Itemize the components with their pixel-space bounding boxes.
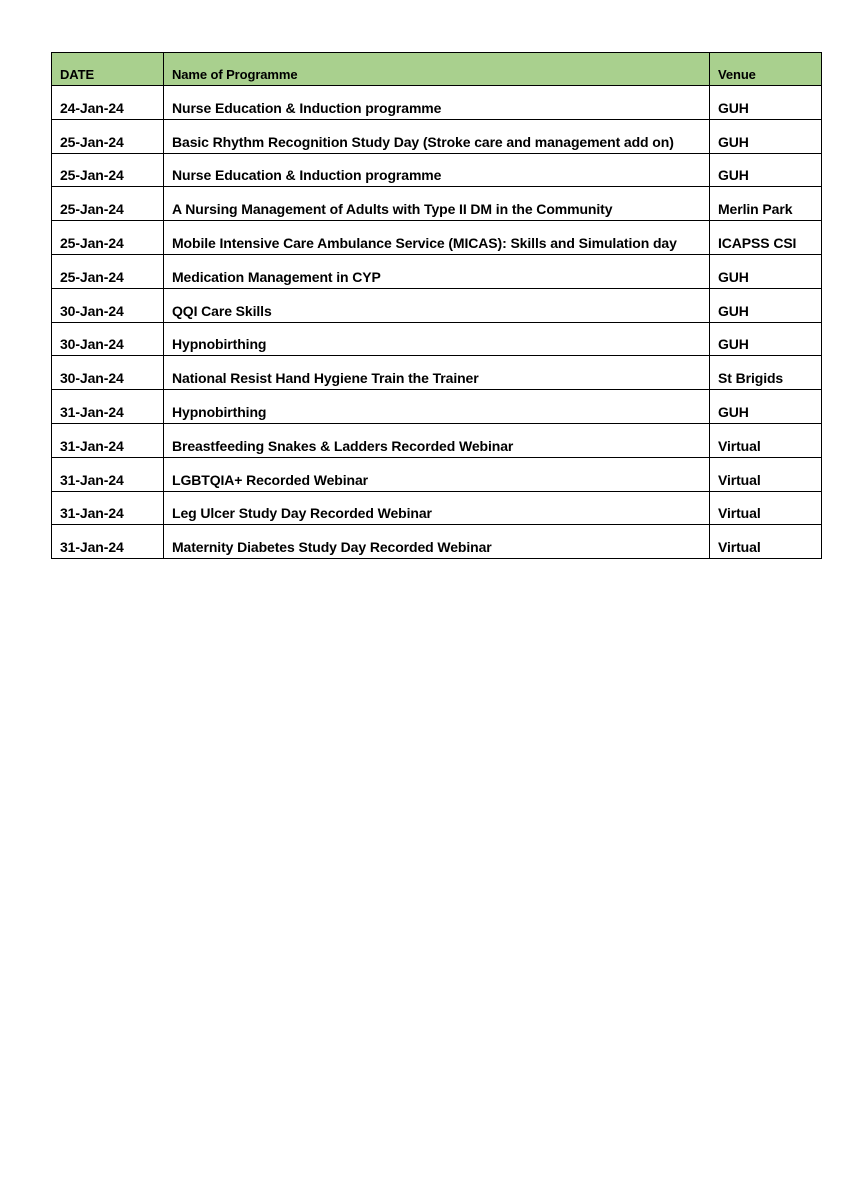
- table-row: [52, 525, 822, 559]
- cell-programme: Mobile Intensive Care Ambulance Service (MICAS): Skills and Simulation day: [164, 221, 710, 255]
- cell-programme: Nurse Education & Induction programme: [164, 86, 710, 120]
- cell-date: 25-Jan-24: [52, 153, 164, 187]
- cell-venue: Virtual: [710, 423, 822, 457]
- cell-programme: National Resist Hand Hygiene Train the Trainer: [164, 356, 710, 390]
- table-row: [52, 457, 822, 491]
- table-row: [52, 254, 822, 288]
- cell-date: 31-Jan-24: [52, 525, 164, 559]
- cell-venue: GUH: [710, 86, 822, 120]
- cell-programme: QQI Care Skills: [164, 288, 710, 322]
- cell-venue: GUH: [710, 390, 822, 424]
- table-row: [52, 423, 822, 457]
- cell-programme: Basic Rhythm Recognition Study Day (Stroke care and management add on): [164, 119, 710, 153]
- table-row: [52, 153, 822, 187]
- cell-date: 31-Jan-24: [52, 491, 164, 525]
- cell-date: 30-Jan-24: [52, 288, 164, 322]
- table-row: [52, 86, 822, 120]
- cell-venue: GUH: [710, 288, 822, 322]
- table-row: [52, 356, 822, 390]
- cell-date: 30-Jan-24: [52, 322, 164, 356]
- cell-date: 25-Jan-24: [52, 254, 164, 288]
- cell-venue: St Brigids: [710, 356, 822, 390]
- table-row: [52, 221, 822, 255]
- table-row: [52, 288, 822, 322]
- cell-date: 25-Jan-24: [52, 221, 164, 255]
- cell-venue: Merlin Park: [710, 187, 822, 221]
- cell-date: 31-Jan-24: [52, 390, 164, 424]
- cell-programme: Maternity Diabetes Study Day Recorded Webinar: [164, 525, 710, 559]
- cell-venue: Virtual: [710, 457, 822, 491]
- cell-venue: Virtual: [710, 525, 822, 559]
- column-header-programme: Name of Programme: [164, 53, 710, 86]
- cell-programme: Breastfeeding Snakes & Ladders Recorded Webinar: [164, 423, 710, 457]
- cell-venue: GUH: [710, 322, 822, 356]
- cell-venue: GUH: [710, 254, 822, 288]
- cell-venue: GUH: [710, 153, 822, 187]
- cell-programme: Hypnobirthing: [164, 390, 710, 424]
- table-header: [52, 53, 822, 86]
- cell-date: 25-Jan-24: [52, 119, 164, 153]
- cell-date: 25-Jan-24: [52, 187, 164, 221]
- table-row: [52, 491, 822, 525]
- cell-programme: Hypnobirthing: [164, 322, 710, 356]
- cell-programme: Leg Ulcer Study Day Recorded Webinar: [164, 491, 710, 525]
- table-row: [52, 322, 822, 356]
- table-body: [52, 86, 822, 559]
- cell-date: 30-Jan-24: [52, 356, 164, 390]
- table-row: [52, 187, 822, 221]
- cell-venue: GUH: [710, 119, 822, 153]
- cell-date: 31-Jan-24: [52, 457, 164, 491]
- cell-programme: Nurse Education & Induction programme: [164, 153, 710, 187]
- cell-date: 31-Jan-24: [52, 423, 164, 457]
- column-header-venue: Venue: [710, 53, 822, 86]
- table-row: [52, 119, 822, 153]
- cell-venue: ICAPSS CSI: [710, 221, 822, 255]
- cell-date: 24-Jan-24: [52, 86, 164, 120]
- cell-programme: Medication Management in CYP: [164, 254, 710, 288]
- programme-schedule-table: [51, 52, 822, 559]
- header-row: [52, 53, 822, 86]
- column-header-date: DATE: [52, 53, 164, 86]
- cell-venue: Virtual: [710, 491, 822, 525]
- cell-programme: A Nursing Management of Adults with Type II DM in the Community: [164, 187, 710, 221]
- cell-programme: LGBTQIA+ Recorded Webinar: [164, 457, 710, 491]
- table-row: [52, 390, 822, 424]
